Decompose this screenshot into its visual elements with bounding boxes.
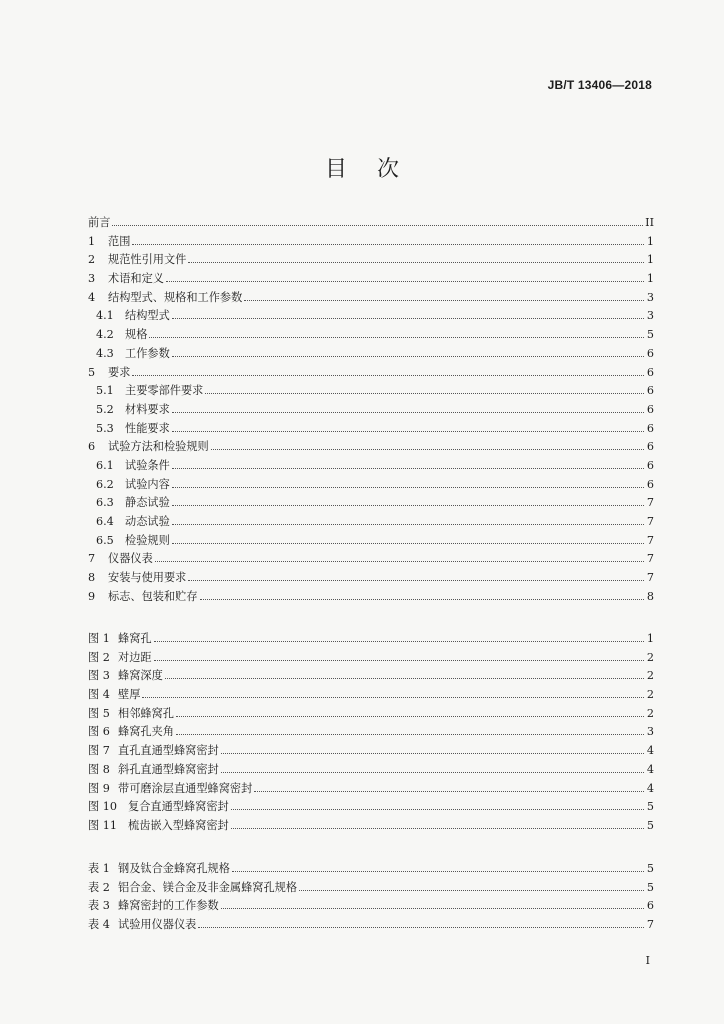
toc-entry	[88, 513, 654, 532]
toc-figures-section	[88, 630, 654, 836]
toc-entry-page: 5	[646, 328, 654, 342]
toc-entry-page: 3	[646, 290, 654, 304]
toc-entry-page: 6	[646, 365, 654, 379]
toc-entry-number: 6.2	[96, 477, 114, 491]
toc-entry-title: 安装与使用要求	[108, 571, 187, 585]
dot-leader	[172, 486, 644, 488]
figure-list-entry-number: 图 2	[88, 650, 110, 664]
toc-entry-page: 7	[646, 571, 654, 585]
figure-list-entry-title: 对边距	[118, 650, 152, 664]
page-title: 目次	[324, 157, 429, 182]
toc-entry-number: 4	[88, 290, 96, 304]
toc-entry-page: II	[645, 216, 654, 229]
figure-list-entry-title: 复合直通型蜂窝密封	[128, 800, 229, 814]
dot-leader	[188, 261, 644, 263]
toc-entry-page: 6	[646, 477, 654, 491]
toc-entry-number: 9	[88, 589, 96, 603]
toc-entry-title: 范围	[108, 234, 131, 248]
toc-entry-page: 6	[646, 421, 654, 435]
toc-entry-number: 6.3	[96, 496, 114, 510]
table-list-entry-page: 5	[646, 880, 654, 894]
toc-entry	[88, 401, 654, 420]
figure-list-entry-page: 2	[646, 688, 654, 702]
figure-list-entry-number: 图 1	[88, 632, 110, 645]
figure-list-entry	[88, 742, 654, 761]
dot-leader	[149, 336, 644, 338]
toc-entry-page: 8	[646, 589, 654, 603]
toc-entry-page: 6	[646, 458, 654, 472]
figure-list-entry-page: 5	[646, 800, 654, 814]
dot-leader	[155, 560, 644, 562]
toc-entry-title: 规范性引用文件	[108, 253, 187, 267]
toc-entry-title: 术语和定义	[108, 272, 164, 286]
toc-entry-title: 要求	[108, 365, 131, 379]
table-list-entry-title: 蜂窝密封的工作参数	[118, 899, 219, 913]
dot-leader	[200, 598, 644, 600]
dot-leader	[172, 411, 644, 413]
dot-leader	[172, 317, 644, 319]
toc-entry-title: 试验内容	[125, 477, 170, 491]
dot-leader	[176, 733, 644, 735]
figure-list-entry	[88, 798, 654, 817]
table-list-entry-number: 表 1	[88, 862, 110, 875]
dot-leader	[254, 790, 644, 792]
toc-entry	[88, 326, 654, 345]
dot-leader	[132, 374, 644, 376]
toc-entry	[88, 364, 654, 383]
toc-entry	[88, 494, 654, 513]
toc-entry-page: 6	[646, 384, 654, 398]
toc-entry-number: 4.2	[96, 328, 114, 342]
figure-list-entry	[88, 686, 654, 705]
toc-entry-page: 7	[646, 552, 654, 566]
table-list-entry	[88, 916, 654, 935]
toc-entry-number: 4.1	[96, 309, 114, 323]
figure-list-entry-page: 5	[646, 818, 654, 832]
toc-entry-title: 静态试验	[125, 496, 170, 510]
figure-list-entry-number: 图 3	[88, 669, 110, 683]
toc-entry-page: 7	[646, 533, 654, 547]
dot-leader	[221, 752, 644, 754]
figure-list-entry-number: 图 6	[88, 725, 110, 739]
dot-leader	[165, 677, 644, 679]
toc-entry-title: 动态试验	[125, 515, 170, 528]
dot-leader	[112, 224, 643, 226]
toc-entry-number: 5.1	[96, 384, 114, 398]
dot-leader	[205, 392, 644, 394]
toc-entry-title: 规格	[125, 328, 148, 342]
toc-entry-page: 6	[646, 346, 654, 360]
toc-entry-number: 1	[88, 234, 96, 248]
dot-leader	[172, 467, 644, 469]
figure-list-entry-number: 图 5	[88, 706, 110, 720]
toc-entry	[88, 251, 654, 270]
figure-list-entry-page: 1	[646, 632, 654, 645]
dot-leader	[221, 771, 644, 773]
figure-list-entry-title: 梳齿嵌入型蜂窝密封	[128, 818, 229, 832]
figure-list-entry-title: 直孔直通型蜂窝密封	[118, 744, 219, 758]
toc-entry	[88, 382, 654, 401]
figure-list-entry-number: 图 10	[88, 800, 117, 814]
toc-entry	[88, 345, 654, 364]
dot-leader	[172, 542, 644, 544]
page-number: I	[645, 954, 650, 967]
toc-entry-title: 试验方法和检验规则	[108, 440, 209, 454]
toc-entry-title: 前言	[88, 216, 111, 229]
toc-entry-title: 性能要求	[125, 421, 170, 435]
toc-entry-number: 5	[88, 365, 96, 379]
toc-entry-title: 试验条件	[125, 458, 170, 472]
figure-list-entry-title: 壁厚	[118, 688, 141, 702]
table-list-entry	[88, 860, 654, 879]
figure-list-entry-page: 2	[646, 669, 654, 683]
toc-entry	[88, 588, 654, 607]
toc-entry-title: 工作参数	[125, 346, 170, 360]
figure-list-entry	[88, 649, 654, 668]
toc-entry	[88, 550, 654, 569]
toc-entry-number: 3	[88, 272, 96, 286]
table-list-entry-number: 表 4	[88, 918, 110, 932]
toc-entry-title: 结构型式、规格和工作参数	[108, 290, 243, 304]
figure-list-entry-page: 2	[646, 706, 654, 720]
dot-leader	[172, 523, 644, 525]
toc-entry-number: 6.5	[96, 533, 114, 547]
toc-entry-number: 4.3	[96, 346, 114, 360]
toc-entry-number: 2	[88, 253, 96, 267]
table-list-entry-title: 试验用仪器仪表	[118, 918, 197, 932]
toc-entry	[88, 438, 654, 457]
toc-entry	[88, 569, 654, 588]
figure-list-entry-page: 3	[646, 725, 654, 739]
toc-entry-title: 标志、包装和贮存	[108, 589, 198, 603]
figure-list-entry	[88, 705, 654, 724]
dot-leader	[142, 696, 644, 698]
dot-leader	[132, 243, 644, 245]
toc-entry-title: 材料要求	[125, 402, 170, 416]
dot-leader	[231, 827, 644, 829]
figure-list-entry-page: 2	[646, 650, 654, 664]
toc-entry-page: 6	[646, 440, 654, 454]
toc-entry-number: 5.2	[96, 402, 114, 416]
toc-entry-number: 5.3	[96, 421, 114, 435]
toc-entry-number: 6.1	[96, 458, 114, 472]
table-list-entry-page: 5	[646, 862, 654, 875]
dot-leader	[188, 579, 644, 581]
figure-list-entry-number: 图 8	[88, 762, 110, 776]
figure-list-entry-number: 图 9	[88, 781, 110, 795]
toc-entry-page: 3	[646, 309, 654, 323]
dot-leader	[166, 280, 644, 282]
figure-list-entry	[88, 630, 654, 649]
figure-list-entry	[88, 723, 654, 742]
toc-entry-page: 7	[646, 515, 654, 528]
table-list-entry-number: 表 3	[88, 899, 110, 913]
toc-entry-page: 1	[646, 234, 654, 248]
toc-entry-title: 仪器仪表	[108, 552, 153, 566]
toc-entry	[88, 457, 654, 476]
toc-entry-number: 6	[88, 440, 96, 454]
dot-leader	[172, 504, 644, 506]
standard-number: JB/T 13406—2018	[547, 78, 652, 92]
figure-list-entry	[88, 761, 654, 780]
toc-entry	[88, 289, 654, 308]
toc-entry	[88, 420, 654, 439]
table-list-entry-title: 钢及钛合金蜂窝孔规格	[118, 862, 230, 875]
toc-entry	[88, 233, 654, 252]
toc-entry-number: 8	[88, 571, 96, 585]
dot-leader	[154, 659, 644, 661]
toc-entry-number: 6.4	[96, 515, 114, 528]
toc-entry	[88, 214, 654, 233]
toc-entry-title: 检验规则	[125, 533, 170, 547]
toc-entry	[88, 532, 654, 551]
table-list-entry	[88, 897, 654, 916]
dot-leader	[172, 430, 644, 432]
toc-entry-page: 1	[646, 272, 654, 286]
toc-entry	[88, 270, 654, 289]
figure-list-entry	[88, 780, 654, 799]
dot-leader	[154, 640, 644, 642]
dot-leader	[198, 926, 644, 928]
toc-entry-number: 7	[88, 552, 96, 566]
toc-entry-title: 结构型式	[125, 309, 170, 323]
toc-entry	[88, 307, 654, 326]
table-list-entry	[88, 879, 654, 898]
figure-list-entry	[88, 667, 654, 686]
figure-list-entry-page: 4	[646, 762, 654, 776]
figure-list-entry-page: 4	[646, 781, 654, 795]
figure-list-entry-title: 蜂窝深度	[118, 669, 163, 683]
figure-list-entry-title: 相邻蜂窝孔	[118, 706, 174, 720]
dot-leader	[232, 870, 644, 872]
dot-leader	[299, 889, 644, 891]
figure-list-entry	[88, 817, 654, 836]
toc-entry	[88, 476, 654, 495]
table-list-entry-page: 7	[646, 918, 654, 932]
table-list-entry-page: 6	[646, 899, 654, 913]
dot-leader	[221, 907, 644, 909]
toc-entry-page: 1	[646, 253, 654, 267]
dot-leader	[244, 299, 644, 301]
dot-leader	[231, 808, 644, 810]
figure-list-entry-title: 蜂窝孔	[118, 632, 152, 645]
table-list-entry-number: 表 2	[88, 880, 110, 894]
figure-list-entry-page: 4	[646, 744, 654, 758]
figure-list-entry-title: 蜂窝孔夹角	[118, 725, 174, 739]
toc-entry-title: 主要零部件要求	[125, 384, 204, 398]
toc-entry-page: 7	[646, 496, 654, 510]
dot-leader	[211, 448, 644, 450]
figure-list-entry-title: 带可磨涂层直通型蜂窝密封	[118, 781, 253, 795]
table-list-entry-title: 铝合金、镁合金及非金属蜂窝孔规格	[118, 880, 298, 894]
figure-list-entry-number: 图 4	[88, 688, 110, 702]
figure-list-entry-number: 图 7	[88, 744, 110, 758]
toc-main-section	[88, 214, 654, 606]
figure-list-entry-title: 斜孔直通型蜂窝密封	[118, 762, 219, 776]
dot-leader	[172, 355, 644, 357]
toc-entry-page: 6	[646, 402, 654, 416]
figure-list-entry-number: 图 11	[88, 818, 117, 832]
toc-tables-section	[88, 860, 654, 935]
dot-leader	[176, 715, 644, 717]
